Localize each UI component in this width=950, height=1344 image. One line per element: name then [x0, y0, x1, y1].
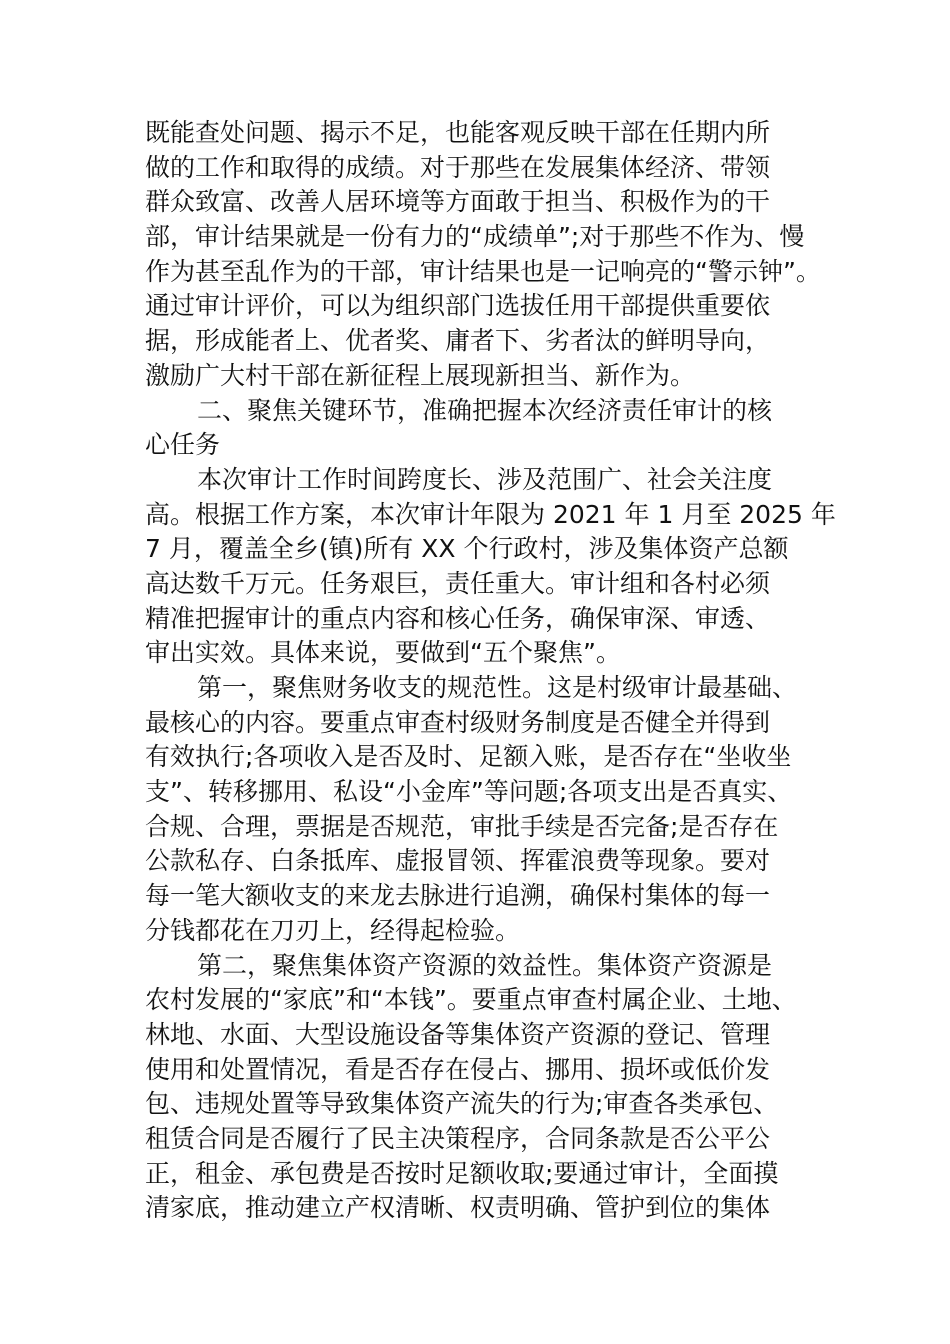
text-line: 做的工作和取得的成绩。对于那些在发展集体经济、带领: [145, 152, 771, 182]
text-line: 据，形成能者上、优者奖、庸者下、劣者汰的鲜明导向，: [145, 326, 771, 356]
text-line: 清家底，推动建立产权清晰、权责明确、管护到位的集体: [145, 1193, 771, 1223]
text-line: 审出实效。具体来说，要做到“五个聚焦”。: [145, 638, 621, 668]
text-line: 部，审计结果就是一份有力的“成绩单”;对于那些不作为、慢: [145, 222, 805, 252]
text-line: 高达数千万元。任务艰巨，责任重大。审计组和各村必须: [145, 568, 771, 598]
text-line: 公款私存、白条抵库、虚报冒领、挥霍浪费等现象。要对: [145, 846, 771, 876]
text-line: 第二，聚焦集体资产资源的效益性。集体资产资源是: [197, 950, 773, 980]
text-line: 每一笔大额收支的来龙去脉进行追溯，确保村集体的每一: [145, 881, 771, 911]
paragraph: [145, 671, 810, 949]
text-line: 通过审计评价，可以为组织部门选拔任用干部提供重要依: [145, 291, 771, 321]
text-line: 作为甚至乱作为的干部，审计结果也是一记响亮的“警示钟”。: [145, 256, 821, 286]
text-line: 精准把握审计的重点内容和核心任务，确保审深、审透、: [145, 603, 771, 633]
paragraph: [145, 463, 836, 671]
text-line: 有效执行;各项收入是否及时、足额入账，是否存在“坐收坐: [145, 742, 792, 772]
document-body: [145, 116, 836, 1226]
text-line: 心任务: [145, 430, 221, 460]
text-line: 7 月，覆盖全乡(镇)所有 XX 个行政村，涉及集体资产总额: [145, 534, 789, 564]
text-line: 二、聚焦关键环节，准确把握本次经济责任审计的核: [197, 395, 773, 425]
text-line: 最核心的内容。要重点审查村级财务制度是否健全并得到: [145, 707, 771, 737]
text-line: 农村发展的“家底”和“本钱”。要重点审查村属企业、土地、: [145, 985, 797, 1015]
paragraph: [145, 116, 821, 394]
text-line: 包、违规处置等导致集体资产流失的行为;审查各类承包、: [145, 1089, 779, 1119]
text-line: 林地、水面、大型设施设备等集体资产资源的登记、管理: [145, 1019, 771, 1049]
text-line: 合规、合理，票据是否规范，审批手续是否完备;是否存在: [145, 811, 779, 841]
text-line: 支”、转移挪用、私设“小金库”等问题;各项支出是否真实、: [145, 777, 793, 807]
text-line: 正，租金、承包费是否按时足额收取;要通过审计，全面摸: [145, 1158, 779, 1188]
section-heading: [145, 394, 810, 463]
paragraph: [145, 949, 810, 1227]
text-line: 群众致富、改善人居环境等方面敢于担当、积极作为的干: [145, 187, 771, 217]
text-line: 既能查处问题、揭示不足，也能客观反映干部在任期内所: [145, 118, 771, 147]
text-line: 第一，聚焦财务收支的规范性。这是村级审计最基础、: [197, 673, 798, 702]
text-line: 使用和处置情况，看是否存在侵占、挪用、损坏或低价发: [145, 1054, 771, 1084]
text-line: 高。根据工作方案，本次审计年限为 2021 年 1 月至 2025 年: [145, 499, 836, 529]
text-line: 激励广大村干部在新征程上展现新担当、新作为。: [145, 360, 696, 390]
text-line: 本次审计工作时间跨度长、涉及范围广、社会关注度: [197, 464, 773, 494]
text-line: 租赁合同是否履行了民主决策程序，合同条款是否公平公: [145, 1123, 771, 1153]
text-line: 分钱都花在刀刃上，经得起检验。: [145, 915, 521, 945]
